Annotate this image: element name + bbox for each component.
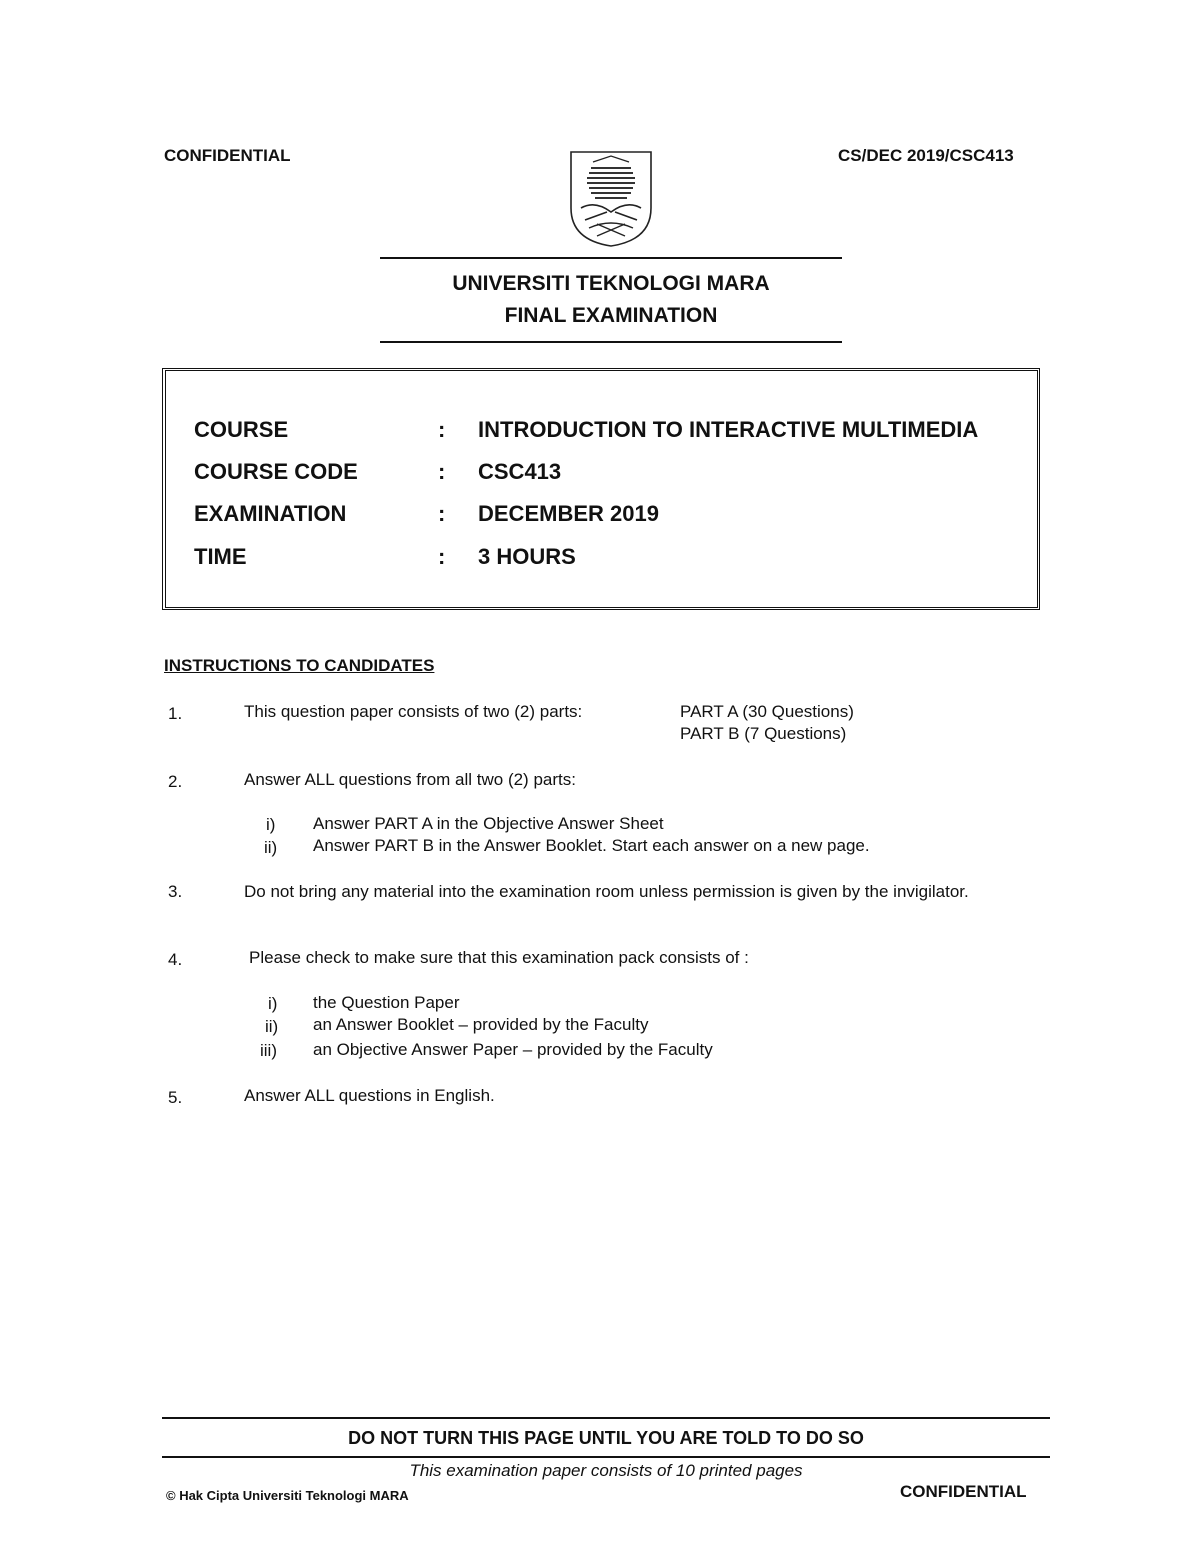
instruction-2-sub-1-text: Answer PART A in the Objective Answer Sheet (313, 814, 664, 833)
course-label: COURSE (194, 417, 289, 442)
course-value: INTRODUCTION TO INTERACTIVE MULTIMEDIA (478, 417, 979, 442)
instruction-4-sub-2-mark: ii) (265, 1017, 279, 1036)
course-code-label: COURSE CODE (194, 459, 358, 484)
instruction-4-sub-1-text: the Question Paper (313, 993, 460, 1012)
instruction-2-number: 2. (168, 772, 183, 791)
university-name: UNIVERSITI TEKNOLOGI MARA (452, 272, 770, 295)
instruction-4-sub-3-text: an Objective Answer Paper – provided by the Faculty (313, 1040, 713, 1059)
instruction-3-text: Do not bring any material into the examination room unless permission is given by the invigilator. (244, 882, 969, 901)
title-bottom-rule (380, 341, 842, 343)
instruction-2-sub-1-mark: i) (266, 815, 276, 834)
footer-bottom-rule (162, 1456, 1050, 1458)
instruction-3-number: 3. (168, 882, 183, 901)
course-info-box (162, 368, 1040, 610)
course-separator: : (438, 417, 446, 442)
instruction-4-text: Please check to make sure that this examination pack consists of : (249, 948, 749, 967)
footer-pages-note: This examination paper consists of 10 printed pages (409, 1461, 803, 1480)
instruction-5-number: 5. (168, 1088, 183, 1107)
instruction-4-number: 4. (168, 950, 183, 969)
instruction-2-sub-2-text: Answer PART B in the Answer Booklet. Start each answer on a new page. (313, 836, 870, 855)
instruction-1-number: 1. (168, 704, 183, 723)
instruction-4-sub-1-mark: i) (268, 994, 278, 1013)
time-separator: : (438, 544, 446, 569)
title-top-rule (380, 257, 842, 259)
footer-confidential: CONFIDENTIAL (900, 1482, 1027, 1501)
header-confidential: CONFIDENTIAL (164, 146, 291, 165)
instruction-1-part-a: PART A (30 Questions) (680, 702, 854, 721)
examination-value: DECEMBER 2019 (478, 501, 659, 526)
time-value: 3 HOURS (478, 544, 576, 569)
time-label: TIME (194, 544, 247, 569)
footer-top-rule (162, 1417, 1050, 1419)
instruction-5-text: Answer ALL questions in English. (244, 1086, 495, 1105)
instruction-2-text: Answer ALL questions from all two (2) parts: (244, 770, 576, 789)
course-code-value: CSC413 (478, 459, 562, 484)
instruction-4-sub-3-mark: iii) (260, 1041, 277, 1060)
instruction-4-sub-2-text: an Answer Booklet – provided by the Faculty (313, 1015, 649, 1034)
instructions-title: INSTRUCTIONS TO CANDIDATES (164, 656, 435, 675)
examination-separator: : (438, 501, 446, 526)
instruction-2-sub-2-mark: ii) (264, 838, 278, 857)
footer-warning: DO NOT TURN THIS PAGE UNTIL YOU ARE TOLD TO DO SO (348, 1428, 864, 1448)
footer-copyright: © Hak Cipta Universiti Teknologi MARA (166, 1488, 409, 1503)
instruction-1-text: This question paper consists of two (2) parts: (244, 702, 583, 721)
university-crest-icon (567, 148, 655, 248)
examination-label: EXAMINATION (194, 501, 347, 526)
instruction-1-part-b: PART B (7 Questions) (680, 724, 847, 743)
header-paper-code: CS/DEC 2019/CSC413 (838, 146, 1014, 165)
course-code-separator: : (438, 459, 446, 484)
exam-type: FINAL EXAMINATION (504, 304, 718, 327)
